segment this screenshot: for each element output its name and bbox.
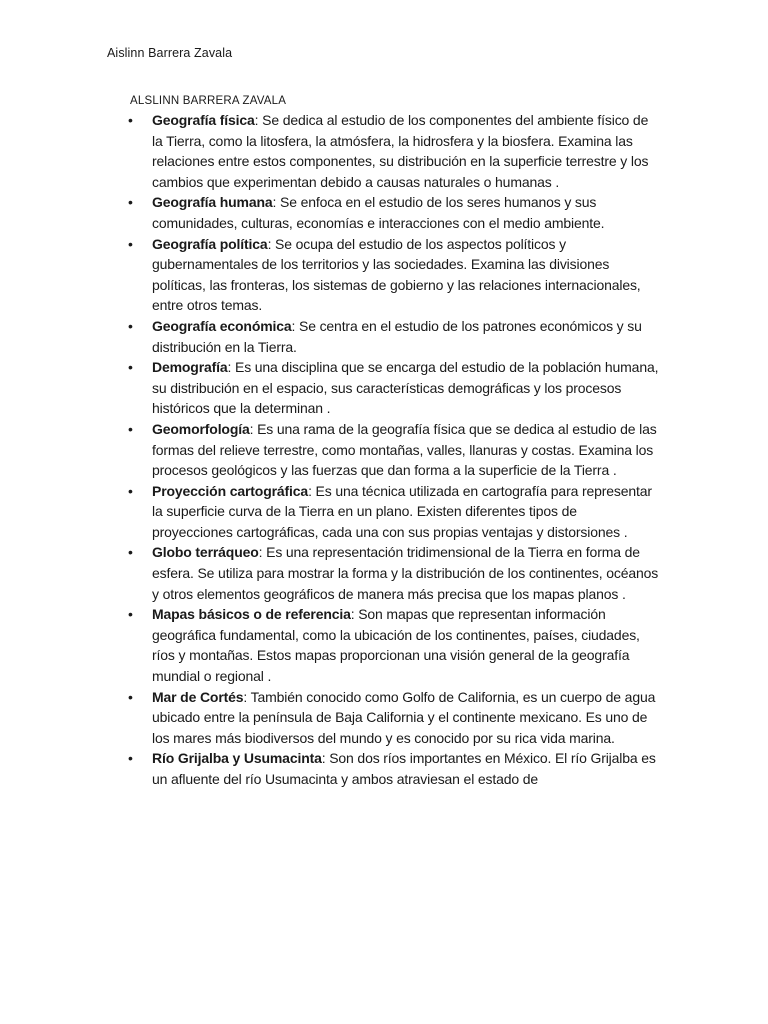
- list-item: [130, 357, 660, 419]
- bullet-icon: •: [128, 359, 133, 376]
- term: Mapas básicos o de referencia: [152, 606, 351, 623]
- document-body: [130, 92, 660, 790]
- definition: : Se enfoca en el estudio de los seres humanos y sus comunidades, culturas, economías e interacciones con el medio ambiente.: [152, 194, 605, 231]
- bullet-icon: •: [128, 317, 133, 334]
- page-header-author: Aislinn Barrera Zavala: [107, 46, 233, 60]
- term: Geografía física: [152, 112, 255, 128]
- bullet-icon: •: [128, 482, 133, 499]
- term: Geografía política: [152, 235, 268, 252]
- definition: : Es una representación tridimensional de la Tierra en forma de esfera. Se utiliza para mostrar la forma y la distribución de los continentes, océanos y otros elementos geográficos de manera más precisa que los mapas planos .: [152, 544, 659, 602]
- term: Geografía económica: [152, 317, 292, 334]
- list-item: [130, 687, 660, 749]
- definition: : También conocido como Golfo de California, es un cuerpo de agua ubicado entre la península de Baja California y el continente mexicano. Es uno de los mares más biodiversos del mundo y es conocido por su rica vida marina.: [152, 688, 656, 746]
- list-item: [130, 110, 660, 192]
- bullet-icon: •: [128, 194, 133, 211]
- list-item: [130, 316, 660, 357]
- term: Mar de Cortés: [152, 688, 244, 705]
- term: Río Grijalba y Usumacinta: [152, 750, 322, 767]
- bullet-icon: •: [128, 112, 133, 128]
- term-list: [130, 110, 660, 790]
- list-item: [130, 234, 660, 316]
- definition: : Es una disciplina que se encarga del estudio de la población humana, su distribución en el espacio, sus características demográficas y los procesos históricos que la determinan .: [152, 359, 659, 417]
- bullet-icon: •: [128, 606, 133, 623]
- definition: : Se centra en el estudio de los patrones económicos y su distribución en la Tierra.: [152, 317, 642, 355]
- bullet-icon: •: [128, 750, 133, 767]
- term: Globo terráqueo: [152, 544, 259, 561]
- definition: : Se dedica al estudio de los componentes del ambiente físico de la Tierra, como la litosfera, la atmósfera, la hidrosfera y la biosfera. Examina las relaciones entre estos componentes, su distribución en la superficie terrestre y los cambios que experimentan debido a causas naturales o humanas .: [152, 112, 649, 190]
- definition: : Es una técnica utilizada en cartografía para representar la superficie curva de la Tierra en un plano. Existen diferentes tipos de proyecciones cartográficas, cada una con sus propias ventajas y distorsiones .: [152, 482, 652, 540]
- list-item: [130, 419, 660, 481]
- definition: : Son mapas que representan información geográfica fundamental, como la ubicación de los continentes, países, ciudades, ríos y montañas. Estos mapas proporcionan una visión general de la geografía mundial o regional .: [152, 606, 640, 685]
- list-item: [130, 542, 660, 604]
- term: Proyección cartográfica: [152, 482, 309, 499]
- term: Geografía humana: [152, 194, 273, 211]
- list-item: [130, 748, 660, 789]
- document-title: ALSLINN BARRERA ZAVALA: [130, 95, 287, 107]
- bullet-icon: •: [128, 235, 133, 252]
- definition: : Son dos ríos importantes en México. El río Grijalba es un afluente del río Usumacinta y ambos atraviesan el estado de: [152, 750, 656, 787]
- list-item: [130, 192, 660, 233]
- definition: : Es una rama de la geografía física que se dedica al estudio de las formas del relieve terrestre, como montañas, valles, llanuras y costas. Examina los procesos geológicos y las fuerzas que dan forma a la superficie de la Tierra .: [152, 420, 657, 479]
- bullet-icon: •: [128, 688, 133, 705]
- definition: : Se ocupa del estudio de los aspectos políticos y gubernamentales de los territorios y las sociedades. Examina las divisiones políticas, las fronteras, los sistemas de gobierno y las relaciones internacionales, entre otros temas.: [152, 235, 641, 314]
- term: Geomorfología: [152, 420, 250, 437]
- term: Demografía: [152, 359, 228, 376]
- list-item: [130, 604, 660, 686]
- bullet-icon: •: [128, 420, 133, 437]
- bullet-icon: •: [128, 544, 133, 561]
- list-item: [130, 481, 660, 543]
